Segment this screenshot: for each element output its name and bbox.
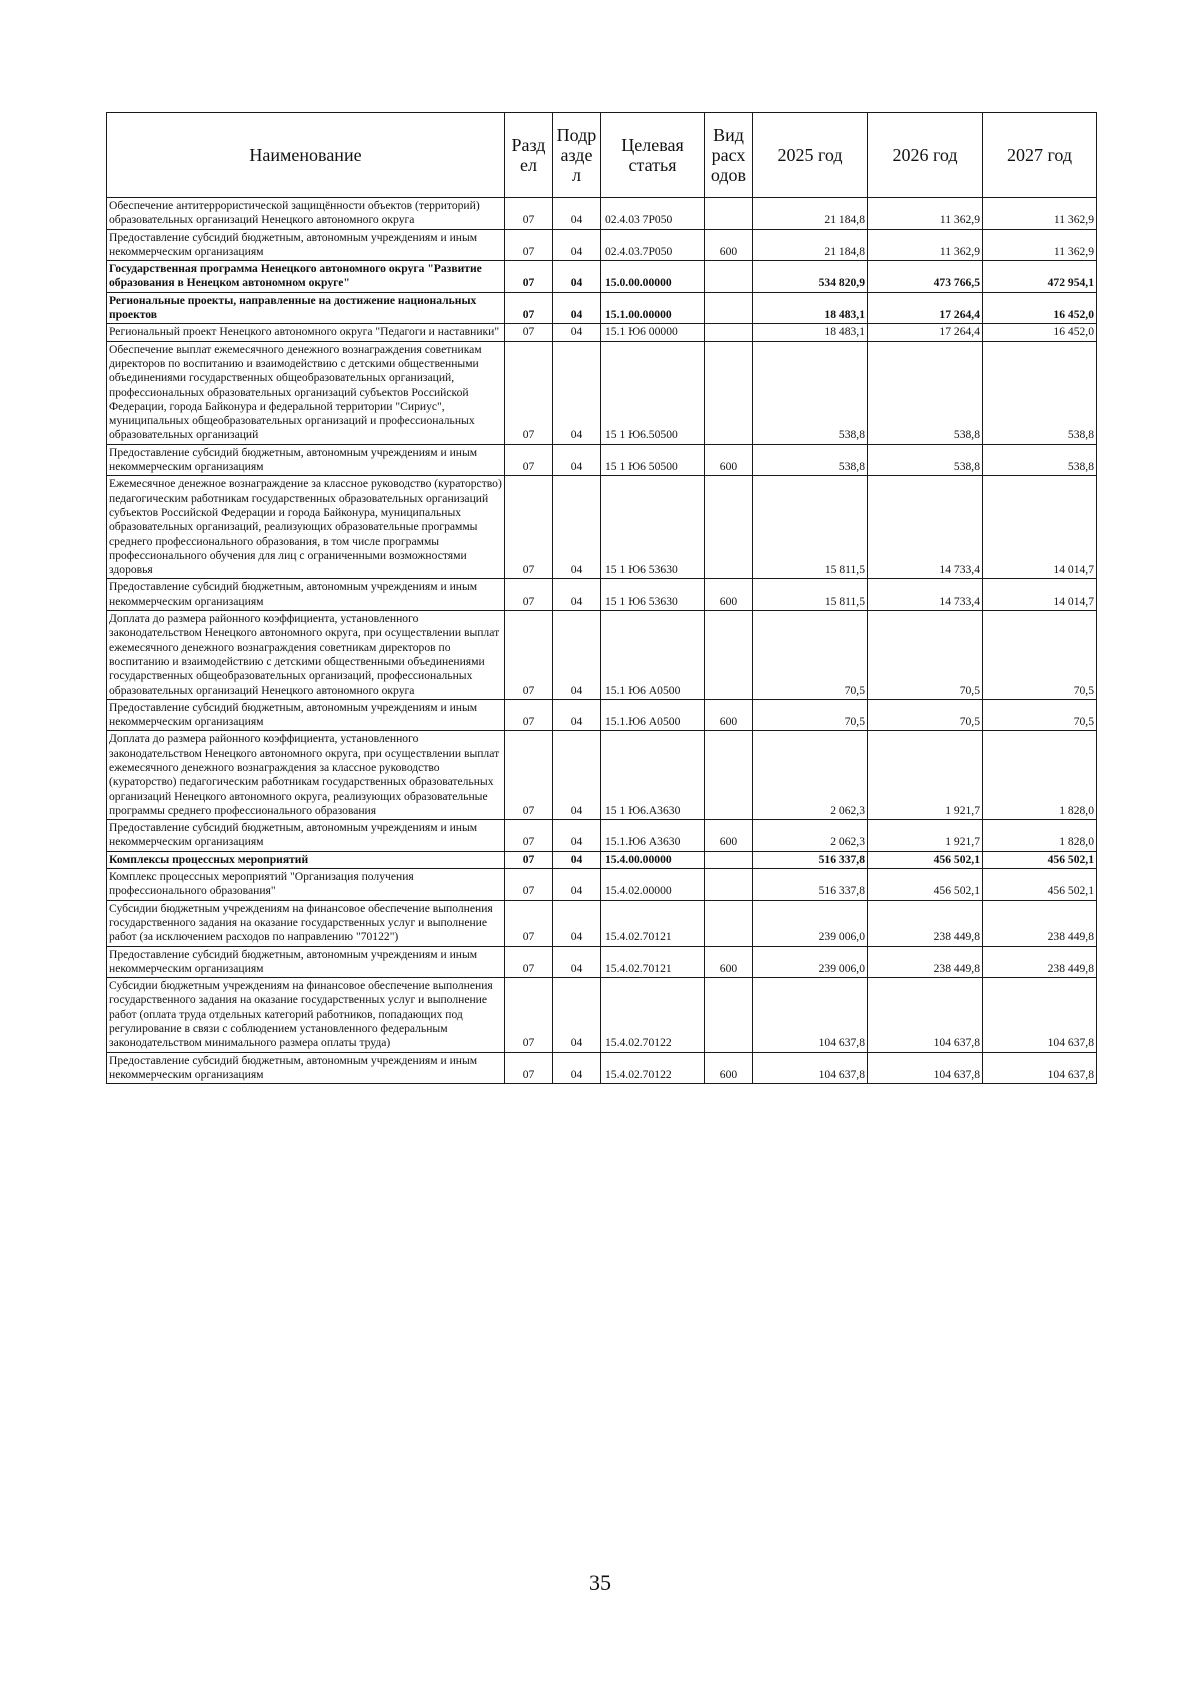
table-body xyxy=(107,198,1097,1084)
header-target: Целевая статья xyxy=(601,113,705,198)
cell-target: 15 1 Ю6.50500 xyxy=(601,341,705,444)
cell-vid: 600 xyxy=(705,444,753,476)
cell-target: 15 1 Ю6 50500 xyxy=(601,444,705,476)
cell-name: Комплекс процессных мероприятий "Организация получения профессионального образования" xyxy=(107,869,505,901)
cell-2027: 456 502,1 xyxy=(983,869,1097,901)
cell-2026: 238 449,8 xyxy=(868,946,983,978)
cell-2026: 104 637,8 xyxy=(868,978,983,1052)
cell-2025: 104 637,8 xyxy=(753,1052,868,1084)
cell-vid xyxy=(705,611,753,700)
cell-name: Ежемесячное денежное вознаграждение за классное руководство (кураторство) педагогическим работникам государственных образовательных организаций субъектов Российской Федерации и города Байконура, муниципальных образовательных организаций, реализующих образовательные программы среднего профессионального образования, в том числе программы профессионального обучения для лиц с ограниченными возможностями здоровья xyxy=(107,476,505,579)
cell-vid: 600 xyxy=(705,579,753,611)
cell-2026: 17 264,4 xyxy=(868,292,983,324)
cell-name: Субсидии бюджетным учреждениям на финансовое обеспечение выполнения государственного задания на оказание государственных услуг и выполнение работ (за исключением расходов по направлению "70122") xyxy=(107,900,505,946)
cell-2026: 1 921,7 xyxy=(868,820,983,852)
cell-2027: 70,5 xyxy=(983,611,1097,700)
table-row xyxy=(107,851,1097,868)
table-row xyxy=(107,1052,1097,1084)
cell-razdel: 07 xyxy=(505,611,553,700)
table-row xyxy=(107,900,1097,946)
cell-name: Предоставление субсидий бюджетным, автономным учреждениям и иным некоммерческим организациям xyxy=(107,699,505,731)
cell-podrazdel: 04 xyxy=(553,229,601,261)
cell-2027: 16 452,0 xyxy=(983,292,1097,324)
table-row xyxy=(107,699,1097,731)
cell-2025: 2 062,3 xyxy=(753,731,868,820)
cell-2026: 11 362,9 xyxy=(868,198,983,230)
cell-target: 15.4.02.70121 xyxy=(601,900,705,946)
table-row xyxy=(107,820,1097,852)
cell-2027: 538,8 xyxy=(983,341,1097,444)
cell-podrazdel: 04 xyxy=(553,946,601,978)
cell-vid xyxy=(705,476,753,579)
cell-target: 02.4.03 7Р050 xyxy=(601,198,705,230)
cell-name: Предоставление субсидий бюджетным, автономным учреждениям и иным некоммерческим организациям xyxy=(107,946,505,978)
cell-2026: 14 733,4 xyxy=(868,579,983,611)
cell-razdel: 07 xyxy=(505,292,553,324)
header-name: Наименование xyxy=(107,113,505,198)
cell-vid xyxy=(705,324,753,341)
cell-razdel: 07 xyxy=(505,261,553,293)
cell-name: Комплексы процессных мероприятий xyxy=(107,851,505,868)
cell-target: 15.4.02.00000 xyxy=(601,869,705,901)
cell-target: 15.1 Ю6 А0500 xyxy=(601,611,705,700)
page-number: 35 xyxy=(589,1570,611,1595)
header-podrazdel: Подр азде л xyxy=(553,113,601,198)
header-2027: 2027 год xyxy=(983,113,1097,198)
cell-2027: 16 452,0 xyxy=(983,324,1097,341)
budget-table xyxy=(106,112,1097,1084)
cell-target: 15.4.02.70122 xyxy=(601,978,705,1052)
cell-podrazdel: 04 xyxy=(553,341,601,444)
cell-2026: 1 921,7 xyxy=(868,731,983,820)
cell-2027: 538,8 xyxy=(983,444,1097,476)
cell-2027: 11 362,9 xyxy=(983,198,1097,230)
cell-2026: 11 362,9 xyxy=(868,229,983,261)
cell-podrazdel: 04 xyxy=(553,444,601,476)
cell-vid: 600 xyxy=(705,699,753,731)
table-row xyxy=(107,946,1097,978)
cell-vid xyxy=(705,731,753,820)
header-razdel: Разд ел xyxy=(505,113,553,198)
cell-name: Региональные проекты, направленные на достижение национальных проектов xyxy=(107,292,505,324)
cell-vid: 600 xyxy=(705,820,753,852)
cell-razdel: 07 xyxy=(505,978,553,1052)
cell-name: Предоставление субсидий бюджетным, автономным учреждениям и иным некоммерческим организациям xyxy=(107,229,505,261)
cell-podrazdel: 04 xyxy=(553,820,601,852)
cell-razdel: 07 xyxy=(505,476,553,579)
cell-target: 15.1 Ю6 00000 xyxy=(601,324,705,341)
cell-target: 15.0.00.00000 xyxy=(601,261,705,293)
table-row xyxy=(107,324,1097,341)
table-row xyxy=(107,611,1097,700)
table-row xyxy=(107,579,1097,611)
table-row xyxy=(107,292,1097,324)
table-row xyxy=(107,341,1097,444)
cell-name: Предоставление субсидий бюджетным, автономным учреждениям и иным некоммерческим организациям xyxy=(107,820,505,852)
cell-razdel: 07 xyxy=(505,1052,553,1084)
header-2025: 2025 год xyxy=(753,113,868,198)
cell-razdel: 07 xyxy=(505,869,553,901)
table-row xyxy=(107,261,1097,293)
cell-vid xyxy=(705,198,753,230)
cell-name: Доплата до размера районного коэффициента, установленного законодательством Ненецкого автономного округа, при осуществлении выплат ежемесячного денежного вознаграждения за классное руководство (кураторство) педагогическим работникам государственных образовательных организаций Ненецкого автономного округа, реализующих образовательные программы среднего профессионального образования xyxy=(107,731,505,820)
cell-podrazdel: 04 xyxy=(553,292,601,324)
cell-razdel: 07 xyxy=(505,229,553,261)
table-header-row xyxy=(107,113,1097,198)
cell-2026: 456 502,1 xyxy=(868,851,983,868)
cell-vid xyxy=(705,261,753,293)
cell-2026: 473 766,5 xyxy=(868,261,983,293)
cell-razdel: 07 xyxy=(505,579,553,611)
cell-2025: 15 811,5 xyxy=(753,476,868,579)
cell-2025: 70,5 xyxy=(753,611,868,700)
cell-2027: 11 362,9 xyxy=(983,229,1097,261)
cell-2026: 238 449,8 xyxy=(868,900,983,946)
cell-2027: 14 014,7 xyxy=(983,476,1097,579)
cell-podrazdel: 04 xyxy=(553,869,601,901)
header-vid: Вид расх одов xyxy=(705,113,753,198)
cell-vid xyxy=(705,851,753,868)
cell-razdel: 07 xyxy=(505,198,553,230)
cell-razdel: 07 xyxy=(505,341,553,444)
cell-target: 15.1.00.00000 xyxy=(601,292,705,324)
cell-2025: 534 820,9 xyxy=(753,261,868,293)
cell-name: Государственная программа Ненецкого автономного округа "Развитие образования в Ненецком автономном округе" xyxy=(107,261,505,293)
cell-podrazdel: 04 xyxy=(553,1052,601,1084)
cell-podrazdel: 04 xyxy=(553,198,601,230)
cell-2026: 456 502,1 xyxy=(868,869,983,901)
cell-2025: 18 483,1 xyxy=(753,292,868,324)
cell-target: 15.1.Ю6 А3630 xyxy=(601,820,705,852)
cell-2026: 14 733,4 xyxy=(868,476,983,579)
cell-2027: 104 637,8 xyxy=(983,1052,1097,1084)
cell-2027: 238 449,8 xyxy=(983,946,1097,978)
cell-2027: 238 449,8 xyxy=(983,900,1097,946)
cell-2025: 538,8 xyxy=(753,341,868,444)
cell-2026: 538,8 xyxy=(868,444,983,476)
cell-target: 15.1.Ю6 А0500 xyxy=(601,699,705,731)
cell-2027: 1 828,0 xyxy=(983,820,1097,852)
cell-razdel: 07 xyxy=(505,324,553,341)
cell-2025: 2 062,3 xyxy=(753,820,868,852)
cell-podrazdel: 04 xyxy=(553,579,601,611)
cell-target: 15.4.02.70121 xyxy=(601,946,705,978)
cell-vid: 600 xyxy=(705,946,753,978)
cell-2025: 21 184,8 xyxy=(753,229,868,261)
cell-name: Обеспечение антитеррористической защищённости объектов (территорий) образовательных организаций Ненецкого автономного округа xyxy=(107,198,505,230)
cell-2025: 104 637,8 xyxy=(753,978,868,1052)
cell-vid xyxy=(705,900,753,946)
table-row xyxy=(107,869,1097,901)
cell-target: 15 1 Ю6.А3630 xyxy=(601,731,705,820)
cell-target: 02.4.03.7Р050 xyxy=(601,229,705,261)
cell-2025: 18 483,1 xyxy=(753,324,868,341)
table-row xyxy=(107,444,1097,476)
cell-podrazdel: 04 xyxy=(553,900,601,946)
cell-target: 15 1 Ю6 53630 xyxy=(601,476,705,579)
cell-name: Доплата до размера районного коэффициента, установленного законодательством Ненецкого автономного округа, при осуществлении выплат ежемесячного денежного вознаграждения советникам директоров по воспитанию и взаимодействию с детскими общественными объединениями государственных общеобразовательных организаций, профессиональных образовательных организаций Ненецкого автономного округа xyxy=(107,611,505,700)
cell-vid: 600 xyxy=(705,229,753,261)
table-row xyxy=(107,731,1097,820)
cell-target: 15.4.02.70122 xyxy=(601,1052,705,1084)
cell-podrazdel: 04 xyxy=(553,476,601,579)
cell-2025: 516 337,8 xyxy=(753,869,868,901)
header-2026: 2026 год xyxy=(868,113,983,198)
cell-2027: 456 502,1 xyxy=(983,851,1097,868)
cell-target: 15.4.00.00000 xyxy=(601,851,705,868)
cell-name: Предоставление субсидий бюджетным, автономным учреждениям и иным некоммерческим организациям xyxy=(107,1052,505,1084)
cell-2027: 14 014,7 xyxy=(983,579,1097,611)
cell-podrazdel: 04 xyxy=(553,851,601,868)
cell-vid xyxy=(705,292,753,324)
cell-2025: 239 006,0 xyxy=(753,946,868,978)
cell-podrazdel: 04 xyxy=(553,261,601,293)
cell-2026: 104 637,8 xyxy=(868,1052,983,1084)
cell-2026: 70,5 xyxy=(868,699,983,731)
cell-name: Обеспечение выплат ежемесячного денежного вознаграждения советникам директоров по воспитанию и взаимодействию с детскими общественными объединениями государственных общеобразовательных организаций, профессиональных образовательных организаций субъектов Российской Федерации, города Байконура и федеральной территории "Сириус", муниципальных общеобразовательных организаций и профессиональных образовательных организаций xyxy=(107,341,505,444)
cell-name: Предоставление субсидий бюджетным, автономным учреждениям и иным некоммерческим организациям xyxy=(107,579,505,611)
cell-razdel: 07 xyxy=(505,731,553,820)
cell-2026: 70,5 xyxy=(868,611,983,700)
cell-2025: 538,8 xyxy=(753,444,868,476)
cell-name: Субсидии бюджетным учреждениям на финансовое обеспечение выполнения государственного задания на оказание государственных услуг и выполнение работ (оплата труда отдельных категорий работников, попадающих под регулирование в связи с соблюдением установленного федеральным законодательством минимального размера оплаты труда) xyxy=(107,978,505,1052)
cell-razdel: 07 xyxy=(505,820,553,852)
cell-2026: 17 264,4 xyxy=(868,324,983,341)
cell-razdel: 07 xyxy=(505,444,553,476)
cell-target: 15 1 Ю6 53630 xyxy=(601,579,705,611)
cell-2027: 1 828,0 xyxy=(983,731,1097,820)
table-row xyxy=(107,978,1097,1052)
cell-podrazdel: 04 xyxy=(553,324,601,341)
cell-2025: 70,5 xyxy=(753,699,868,731)
cell-2026: 538,8 xyxy=(868,341,983,444)
cell-2027: 104 637,8 xyxy=(983,978,1097,1052)
table-row xyxy=(107,229,1097,261)
cell-name: Региональный проект Ненецкого автономного округа "Педагоги и наставники" xyxy=(107,324,505,341)
cell-podrazdel: 04 xyxy=(553,611,601,700)
cell-podrazdel: 04 xyxy=(553,699,601,731)
cell-2025: 516 337,8 xyxy=(753,851,868,868)
cell-vid xyxy=(705,869,753,901)
cell-2025: 15 811,5 xyxy=(753,579,868,611)
cell-name: Предоставление субсидий бюджетным, автономным учреждениям и иным некоммерческим организациям xyxy=(107,444,505,476)
cell-vid: 600 xyxy=(705,1052,753,1084)
cell-razdel: 07 xyxy=(505,900,553,946)
cell-podrazdel: 04 xyxy=(553,731,601,820)
cell-2027: 70,5 xyxy=(983,699,1097,731)
cell-razdel: 07 xyxy=(505,851,553,868)
cell-vid xyxy=(705,341,753,444)
cell-2025: 21 184,8 xyxy=(753,198,868,230)
table-row xyxy=(107,476,1097,579)
cell-2027: 472 954,1 xyxy=(983,261,1097,293)
table-row xyxy=(107,198,1097,230)
cell-razdel: 07 xyxy=(505,946,553,978)
cell-podrazdel: 04 xyxy=(553,978,601,1052)
cell-2025: 239 006,0 xyxy=(753,900,868,946)
cell-razdel: 07 xyxy=(505,699,553,731)
cell-vid xyxy=(705,978,753,1052)
